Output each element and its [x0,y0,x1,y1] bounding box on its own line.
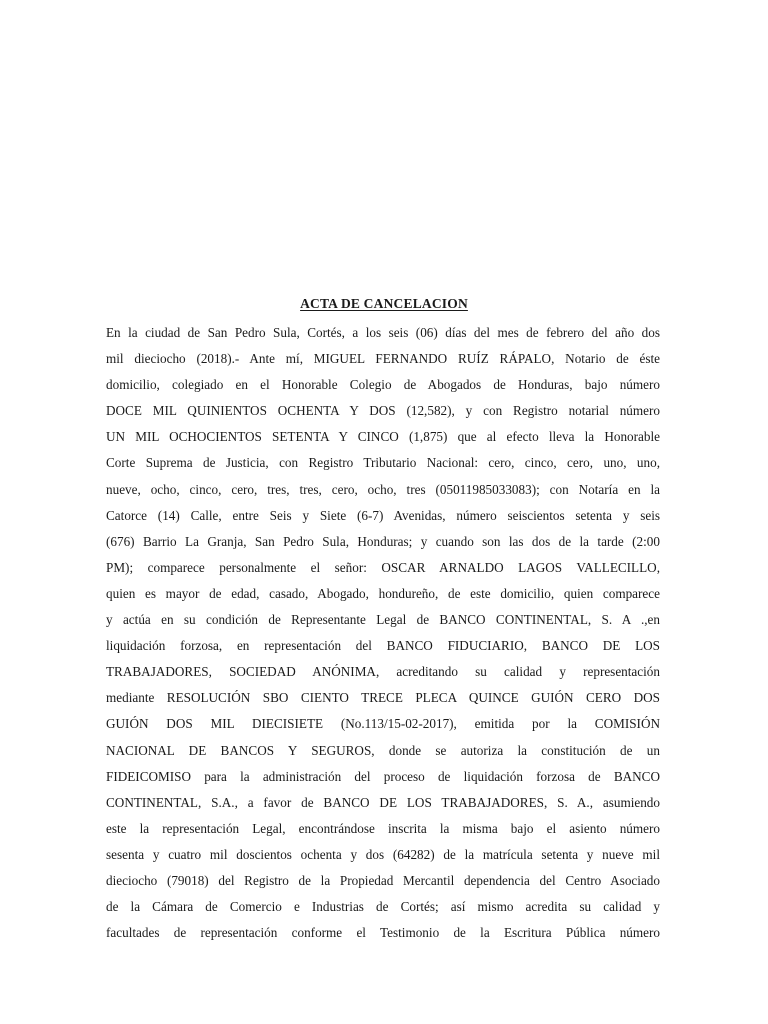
body-line: (676) Barrio La Granja, San Pedro Sula, Honduras; y cuando son las dos de la tarde (2:00 [106,533,660,549]
body-line: Corte Suprema de Justicia, con Registro Tributario Nacional: cero, cinco, cero, uno, uno, [106,455,660,471]
body-line: nueve, ocho, cinco, cero, tres, tres, cero, ocho, tres (05011985033083); con Notaría en la [106,481,660,497]
body-line: de la Cámara de Comercio e Industrias de Cortés; así mismo acredita su calidad y [106,899,660,915]
body-line: CONTINENTAL, S.A., a favor de BANCO DE LOS TRABAJADORES, S. A., asumiendo [106,794,660,810]
body-line: PM); comparece personalmente el señor: OSCAR ARNALDO LAGOS VALLECILLO, [106,559,660,575]
body-line: FIDEICOMISO para la administración del proceso de liquidación forzosa de BANCO [106,768,660,784]
body-line: DOCE MIL QUINIENTOS OCHENTA Y DOS (12,582), y con Registro notarial número [106,403,660,419]
body-line: liquidación forzosa, en representación del BANCO FIDUCIARIO, BANCO DE LOS [106,638,660,654]
body-line: En la ciudad de San Pedro Sula, Cortés, a los seis (06) días del mes de febrero del año dos [106,325,660,340]
body-line: sesenta y cuatro mil doscientos ochenta y dos (64282) de la matrícula setenta y nueve mil [106,846,660,862]
body-line: este la representación Legal, encontrándose inscrita la misma bajo el asiento número [106,820,660,836]
body-line: TRABAJADORES, SOCIEDAD ANÓNIMA, acreditando su calidad y representación [106,664,660,680]
body-line: facultades de representación conforme el Testimonio de la Escritura Pública número [106,925,660,941]
body-line: y actúa en su condición de Representante Legal de BANCO CONTINENTAL, S. A .,en [106,612,660,628]
body-line: quien es mayor de edad, casado, Abogado, hondureño, de este domicilio, quien comparece [106,585,660,601]
body-line: NACIONAL DE BANCOS Y SEGUROS, donde se autoriza la constitución de un [106,742,660,758]
document-body [106,320,660,946]
body-line: mediante RESOLUCIÓN SBO CIENTO TRECE PLECA QUINCE GUIÓN CERO DOS [106,690,660,706]
body-line: dieciocho (79018) del Registro de la Propiedad Mercantil dependencia del Centro Asociado [106,872,660,888]
body-line: UN MIL OCHOCIENTOS SETENTA Y CINCO (1,875) que al efecto lleva la Honorable [106,429,660,445]
document-title: ACTA DE CANCELACION [300,296,468,311]
body-line: GUIÓN DOS MIL DIECISIETE (No.113/15-02-2017), emitida por la COMISIÓN [106,716,660,732]
body-line: mil dieciocho (2018).- Ante mí, MIGUEL FERNANDO RUÍZ RÁPALO, Notario de éste [106,351,660,367]
body-line: domicilio, colegiado en el Honorable Colegio de Abogados de Honduras, bajo número [106,377,660,393]
body-line: Catorce (14) Calle, entre Seis y Siete (6-7) Avenidas, número seiscientos setenta y seis [106,507,660,523]
